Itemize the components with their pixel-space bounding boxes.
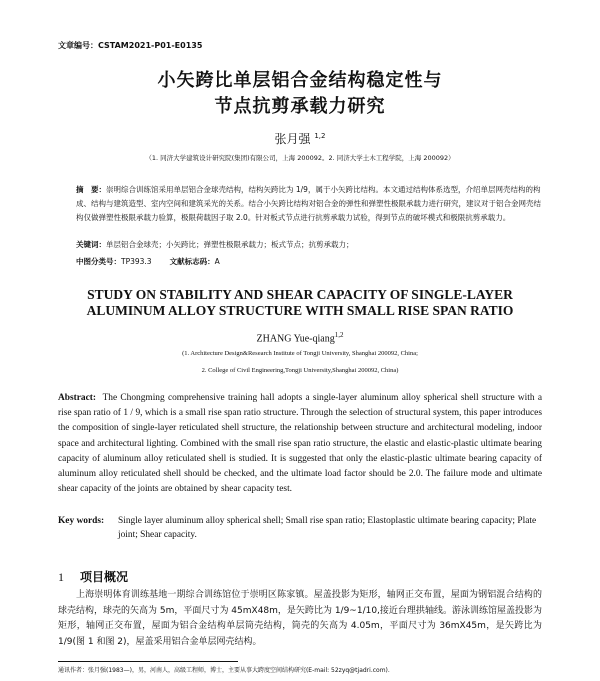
section-number: 1: [58, 570, 64, 584]
clc-label: 中图分类号：: [76, 257, 121, 266]
section-title: 项目概况: [80, 570, 129, 584]
en-abstract-text: The Chongming comprehensive training hall adopts a single-layer aluminum alloy spherical shell structure with a rise span ratio of 1 / 9, which is a small rise span ratio structure. Through the selection of structural system, this paper introduces the composition of single-layer reticulated shell structure, the relationship between structure and architectural modeling, indoor space and architectural lighting. Combined with the small rise span ratio structure, the elastic and elastic-plastic ultimate bearing capacity of aluminum alloy reticulated shell is studied. It is suggested that only the elastic-plastic ultimate bearing capacity of aluminum alloy reticulated shell should be checked, and the ultimate load factor should be 2.0. The failure mode and ultimate shear capacity of the joints are obtained by shear capacity test.: [58, 393, 543, 495]
en-title-line-1: STUDY ON STABILITY AND SHEAR CAPACITY OF SINGLE-LAYER: [87, 287, 513, 302]
doc-code-label: 文献标志码：: [169, 257, 215, 266]
section-body: 上海崇明体育训练基地一期综合训练馆位于崇明区陈家镇。屋盖投影为矩形，轴网正交布置，屋面为钢铝混合结构的球壳结构，球壳的矢高为 5m，平面尺寸为 45mX48m，是矢跨比为 1/9~1/10,接近台理拱轴线。游泳训练馆屋盖投影为矩形，轴网正交布置，屋面为铝合金结构单层筒壳结构，筒壳的矢高为 4.05m，平面尺寸为 36mX45m，是矢跨比为 1/9(图 1 和图 2)，屋盖采用铝合金单层网壳结构。: [58, 590, 542, 647]
en-abstract: [58, 391, 542, 497]
cn-author: [0, 130, 600, 147]
footnote-divider: [58, 661, 238, 662]
en-affiliation-1: (1. Architecture Design&Research Institute of Tongji University, Shanghai 200092, China;: [182, 350, 418, 357]
cn-classification: [76, 256, 542, 267]
en-keywords-label: Key words:: [58, 516, 105, 526]
cn-abstract-label: 摘 要：: [76, 185, 106, 194]
en-title-line-2: ALUMINUM ALLOY STRUCTURE WITH SMALL RISE SPAN RATIO: [86, 303, 514, 318]
cn-title-line-1: 小矢跨比单层铝合金结构稳定性与: [157, 70, 443, 91]
section-heading: [58, 568, 128, 585]
cn-abstract-text: 崇明综合训练馆采用单层铝合金球壳结构，结构矢跨比为 1/9，属于小矢跨比结构。本文通过结构体系选型，介绍单层网壳结构的构成、结构与建筑造型、室内空间和建筑采光的关系。结合小矢跨比结构对铝合金的弹性和弹塑性极限承载力进行研究，建议对于铝合金网壳结构仅做弹塑性极限承载力验算，极限荷载因子取 2.0。针对板式节点进行抗剪承载力试验，得到节点的破坏模式和极限抗剪承载力。: [76, 185, 541, 222]
clc-value: TP393.3: [121, 257, 152, 266]
en-abstract-label: Abstract:: [58, 393, 97, 403]
cn-author-name: 张月强: [274, 132, 311, 146]
en-author: [0, 331, 600, 344]
en-keywords-text: Single layer aluminum alloy spherical shell; Small rise span ratio; Elastoplastic ultimate bearing capacity; Plate joint; Shear capacity.: [118, 516, 537, 540]
cn-keywords-text: 单层铝合金球壳；小矢跨比；弹塑性极限承载力；板式节点；抗剪承载力；: [106, 240, 354, 249]
cn-author-superscript: 1,2: [314, 132, 326, 140]
cn-keywords-label: 关键词：: [76, 240, 106, 249]
article-number: 文章编号：CSTAM2021-P01-E0135: [58, 41, 203, 50]
cn-affiliation: （1. 同济大学建筑设计研究院(集团)有限公司，上海 200092。2. 同济大学土木工程学院，上海 200092）: [145, 154, 455, 162]
footnote: 通讯作者：张月强(1983—)，男，河南人，高级工程师，博士，主要从事大跨度空间结构研究(E-mail: 52zyq@tjadri.com).: [58, 667, 390, 674]
doc-code-value: A: [214, 257, 220, 266]
cn-keywords: [76, 239, 542, 250]
en-author-superscript: 1,2: [334, 331, 344, 339]
cn-title-line-2: 节点抗剪承载力研究: [214, 96, 386, 117]
en-affiliation-2: 2. College of Civil Engineering,Tongji University,Shanghai 200092, China): [201, 367, 399, 374]
cn-abstract: [76, 183, 542, 225]
en-author-name: ZHANG Yue-qiang: [256, 333, 335, 345]
en-keywords: [58, 514, 542, 542]
